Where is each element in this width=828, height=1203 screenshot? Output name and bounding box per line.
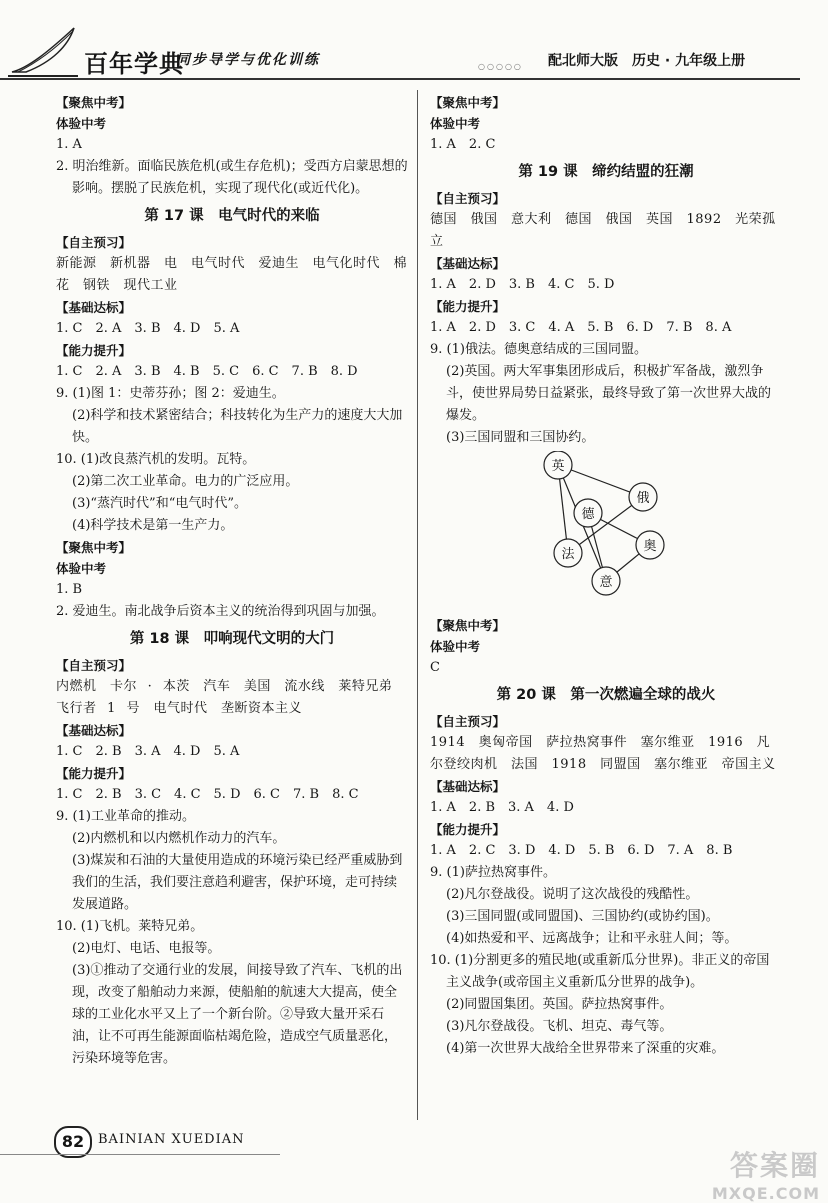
ability-answers: 1. A 2. D 3. C 4. A 5. B 6. D 7. B 8. A [430,320,732,335]
answer-line: 9. (1)工业革命的推动。 [56,809,195,824]
section-label: 【聚焦中考】 [56,540,132,555]
preview-answers: 德国 俄国 意大利 德国 俄国 英国 1892 光荣孤立 [430,212,776,249]
answer-line: (2)英国。两大军事集团形成后，积极扩军备战，激烈争斗，使世界局势日益紧张，最终导致了第一次世界大战的爆发。 [446,364,772,423]
answer-line: 2. 爱迪生。南北战争后资本主义的统治得到巩固与加强。 [56,604,385,619]
answer-line: (2)电灯、电话、电报等。 [72,941,221,956]
answer-line: (2)第二次工业革命。电力的广泛应用。 [72,474,299,489]
section-label: 【能力提升】 [56,343,132,358]
section-label: 【能力提升】 [430,299,506,314]
node-label-ying: 英 [551,459,565,474]
answer-line: (3)三国同盟和三国协约。 [446,430,595,445]
lesson-17-title: 第 17 课 电气时代的来临 [144,208,320,224]
answer-line: (4)如热爱和平、远离战争；让和平永驻人间；等。 [446,931,738,946]
section-label: 【聚焦中考】 [56,95,132,110]
section-label: 【自主预习】 [56,658,132,673]
answer-line: 10. (1)改良蒸汽机的发明。瓦特。 [56,452,256,467]
section-label: 【能力提升】 [430,822,506,837]
section-label: 【基础达标】 [56,723,132,738]
subsection-label: 体验中考 [56,116,107,131]
answer-line: (3)①推动了交通行业的发展，间接导致了汽车、飞机的出现，改变了船舶动力来源，使船舶的航速大大提高，使全球的工业化水平又上了一个新台阶。②导致大量开采石油，让不可再生能源面临枯竭危险，造成空气质量恶化，污染环境等危害。 [72,963,403,1066]
answer-line: (3)凡尔登战役。飞机、坦克、毒气等。 [446,1019,673,1034]
answer-line: C [430,660,440,675]
basic-answers: 1. C 2. A 3. B 4. D 5. A [56,321,240,336]
node-label-yi: 意 [599,575,613,590]
feather-logo-icon [8,22,86,80]
node-label-e: 俄 [636,491,650,506]
section-label: 【自主预习】 [56,235,132,250]
page-number: 82 [54,1126,92,1158]
answer-line: (2)凡尔登战役。说明了这次战役的残酷性。 [446,887,699,902]
answer-line: 1. A 2. C [430,137,496,152]
lesson-18-title: 第 18 课 叩响现代文明的大门 [129,631,335,647]
lesson-19-title: 第 19 课 缔约结盟的狂潮 [518,164,694,180]
edition-label: 配北师大版 历史 · 九年级上册 [548,53,746,69]
answer-line: 1. A [56,137,82,152]
section-label: 【聚焦中考】 [430,95,506,110]
alliance-diagram [430,451,782,611]
answer-line: (3)煤炭和石油的大量使用造成的环境污染已经严重威胁到我们的生活，我们要注意趋利避害，保护环境，走可持续发展道路。 [72,853,403,912]
section-label: 【能力提升】 [56,766,132,781]
header-rule [0,78,800,80]
footer-rule [0,1154,280,1155]
section-label: 【聚焦中考】 [430,618,506,633]
answer-line: (2)科学和技术紧密结合；科技转化为生产力的速度大大加快。 [72,408,403,445]
subsection-label: 体验中考 [430,639,481,654]
section-label: 【基础达标】 [56,300,132,315]
book-brand-title: 百年学典 [84,50,184,78]
ability-answers: 1. C 2. B 3. C 4. C 5. D 6. C 7. B 8. C [56,787,359,802]
preview-answers: 1914 奥匈帝国 萨拉热窝事件 塞尔维亚 1916 凡尔登绞肉机 法国 1918 同盟国 塞尔维亚 帝国主义 [430,735,776,772]
basic-answers: 1. C 2. B 3. A 4. D 5. A [56,744,240,759]
basic-answers: 1. A 2. D 3. B 4. C 5. D [430,277,615,292]
alliance-diagram-svg [430,451,782,611]
answer-line: 2. 明治维新。面临民族危机(或生存危机)；受西方启蒙思想的影响。摆脱了民族危机，实现了现代化(或近代化)。 [56,159,408,196]
node-label-de: 德 [581,507,595,522]
answer-line: 10. (1)飞机。莱特兄弟。 [56,919,204,934]
watermark-title: 答案圈 [729,1149,820,1182]
subsection-label: 体验中考 [56,561,107,576]
answer-line: 10. (1)分割更多的殖民地(或重新瓜分世界)。非正义的帝国主义战争(或帝国主义重新瓜分世界的战争)。 [430,953,770,990]
answer-line: (2)内燃机和以内燃机作动力的汽车。 [72,831,286,846]
answer-line: (3)三国同盟(或同盟国)、三国协约(或协约国)。 [446,909,719,924]
book-subtitle: 同步导学与优化训练 [176,52,320,68]
node-label-ao: 奥 [643,539,657,554]
answer-line: 9. (1)图 1：史蒂芬孙；图 2：爱迪生。 [56,386,285,401]
answer-line: 9. (1)俄法。德奥意结成的三国同盟。 [430,342,647,357]
answer-line: (2)同盟国集团。英国。萨拉热窝事件。 [446,997,673,1012]
lesson-20-title: 第 20 课 第一次燃遍全球的战火 [496,687,716,703]
page-footer [0,1118,828,1203]
answer-line: 9. (1)萨拉热窝事件。 [430,865,556,880]
basic-answers: 1. A 2. B 3. A 4. D [430,800,574,815]
left-column [56,92,408,1070]
right-column [430,92,782,1060]
section-label: 【自主预习】 [430,714,506,729]
section-label: 【基础达标】 [430,256,506,271]
answer-line: (4)第一次世界大战给全世界带来了深重的灾难。 [446,1041,725,1056]
ability-answers: 1. C 2. A 3. B 4. B 5. C 6. C 7. B 8. D [56,364,358,379]
section-label: 【基础达标】 [430,779,506,794]
answer-line: (3)“蒸汽时代”和“电气时代”。 [72,496,247,511]
preview-answers: 新能源 新机器 电 电气时代 爱迪生 电气化时代 棉花 钢铁 现代工业 [56,256,408,293]
node-label-fa: 法 [561,547,575,562]
footer-brand: BAINIAN XUEDIAN [98,1132,245,1147]
section-label: 【自主预习】 [430,191,506,206]
watermark [712,1144,820,1203]
ability-answers: 1. A 2. C 3. D 4. D 5. B 6. D 7. A 8. B [430,843,733,858]
preview-answers: 内燃机 卡尔 · 本茨 汽车 美国 流水线 莱特兄弟 飞行者 1 号 电气时代 垄断资本主义 [56,679,406,716]
watermark-url: MXQE.COM [711,1184,820,1203]
subsection-label: 体验中考 [430,116,481,131]
page-header [0,0,828,92]
answer-line: 1. B [56,582,83,597]
answer-line: (4)科学技术是第一生产力。 [72,518,234,533]
column-divider [417,90,418,1120]
decorative-dots: ○○○○○ [478,62,523,71]
